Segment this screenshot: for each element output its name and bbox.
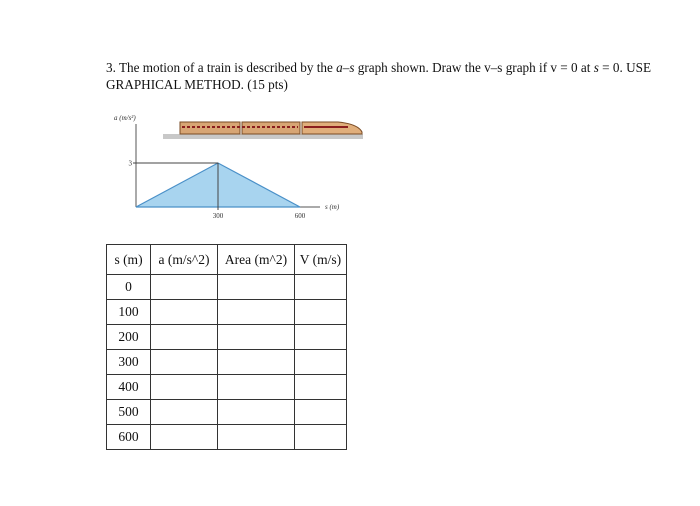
- cell-v[interactable]: [295, 350, 347, 375]
- cell-s: 500: [107, 400, 151, 425]
- question-number: 3.: [106, 60, 116, 75]
- table-row: [107, 275, 347, 300]
- cell-area[interactable]: [218, 375, 295, 400]
- header-s: s (m): [107, 245, 151, 275]
- cell-a[interactable]: [151, 425, 218, 450]
- x-axis-label: s (m): [325, 203, 340, 211]
- cell-a[interactable]: [151, 275, 218, 300]
- cell-a[interactable]: [151, 300, 218, 325]
- cell-area[interactable]: [218, 350, 295, 375]
- cell-area[interactable]: [218, 425, 295, 450]
- cell-v[interactable]: [295, 275, 347, 300]
- table-row: [107, 350, 347, 375]
- table-row: [107, 400, 347, 425]
- cell-area[interactable]: [218, 275, 295, 300]
- cell-area[interactable]: [218, 400, 295, 425]
- cell-s: 300: [107, 350, 151, 375]
- cell-s: 400: [107, 375, 151, 400]
- header-area: Area (m^2): [218, 245, 295, 275]
- cell-v[interactable]: [295, 375, 347, 400]
- cell-s: 0: [107, 275, 151, 300]
- train-icon: [163, 122, 363, 139]
- cell-a[interactable]: [151, 400, 218, 425]
- question-text: [106, 59, 666, 93]
- cell-v[interactable]: [295, 300, 347, 325]
- table-header-row: [107, 245, 347, 275]
- question-text-b: graph shown. Draw the v–s graph if v = 0 at: [357, 60, 591, 75]
- table-row: [107, 425, 347, 450]
- question-text-a: The motion of a train is described by the: [118, 60, 333, 75]
- cell-area[interactable]: [218, 325, 295, 350]
- a-s-graph: [108, 108, 368, 228]
- question-text-c: = 0. USE GRAPHICAL METHOD. (15 pts): [106, 60, 652, 92]
- cell-v[interactable]: [295, 400, 347, 425]
- cell-s: 600: [107, 425, 151, 450]
- cell-a[interactable]: [151, 350, 218, 375]
- answer-table: [106, 244, 347, 450]
- cell-a[interactable]: [151, 375, 218, 400]
- cell-a[interactable]: [151, 325, 218, 350]
- table-row: [107, 325, 347, 350]
- cell-v[interactable]: [295, 425, 347, 450]
- cell-area[interactable]: [218, 300, 295, 325]
- cell-v[interactable]: [295, 325, 347, 350]
- header-v: V (m/s): [295, 245, 347, 275]
- s-variable: s: [593, 60, 599, 75]
- cell-s: 200: [107, 325, 151, 350]
- y-tick-label: 3: [128, 159, 132, 168]
- table-row: [107, 375, 347, 400]
- a-s-term: a–s: [336, 60, 355, 75]
- cell-s: 100: [107, 300, 151, 325]
- header-a: a (m/s^2): [151, 245, 218, 275]
- x-tick-label-600: 600: [294, 212, 306, 220]
- y-axis-label: a (m/s²): [114, 114, 136, 122]
- x-tick-label-300: 300: [212, 212, 224, 220]
- table-row: [107, 300, 347, 325]
